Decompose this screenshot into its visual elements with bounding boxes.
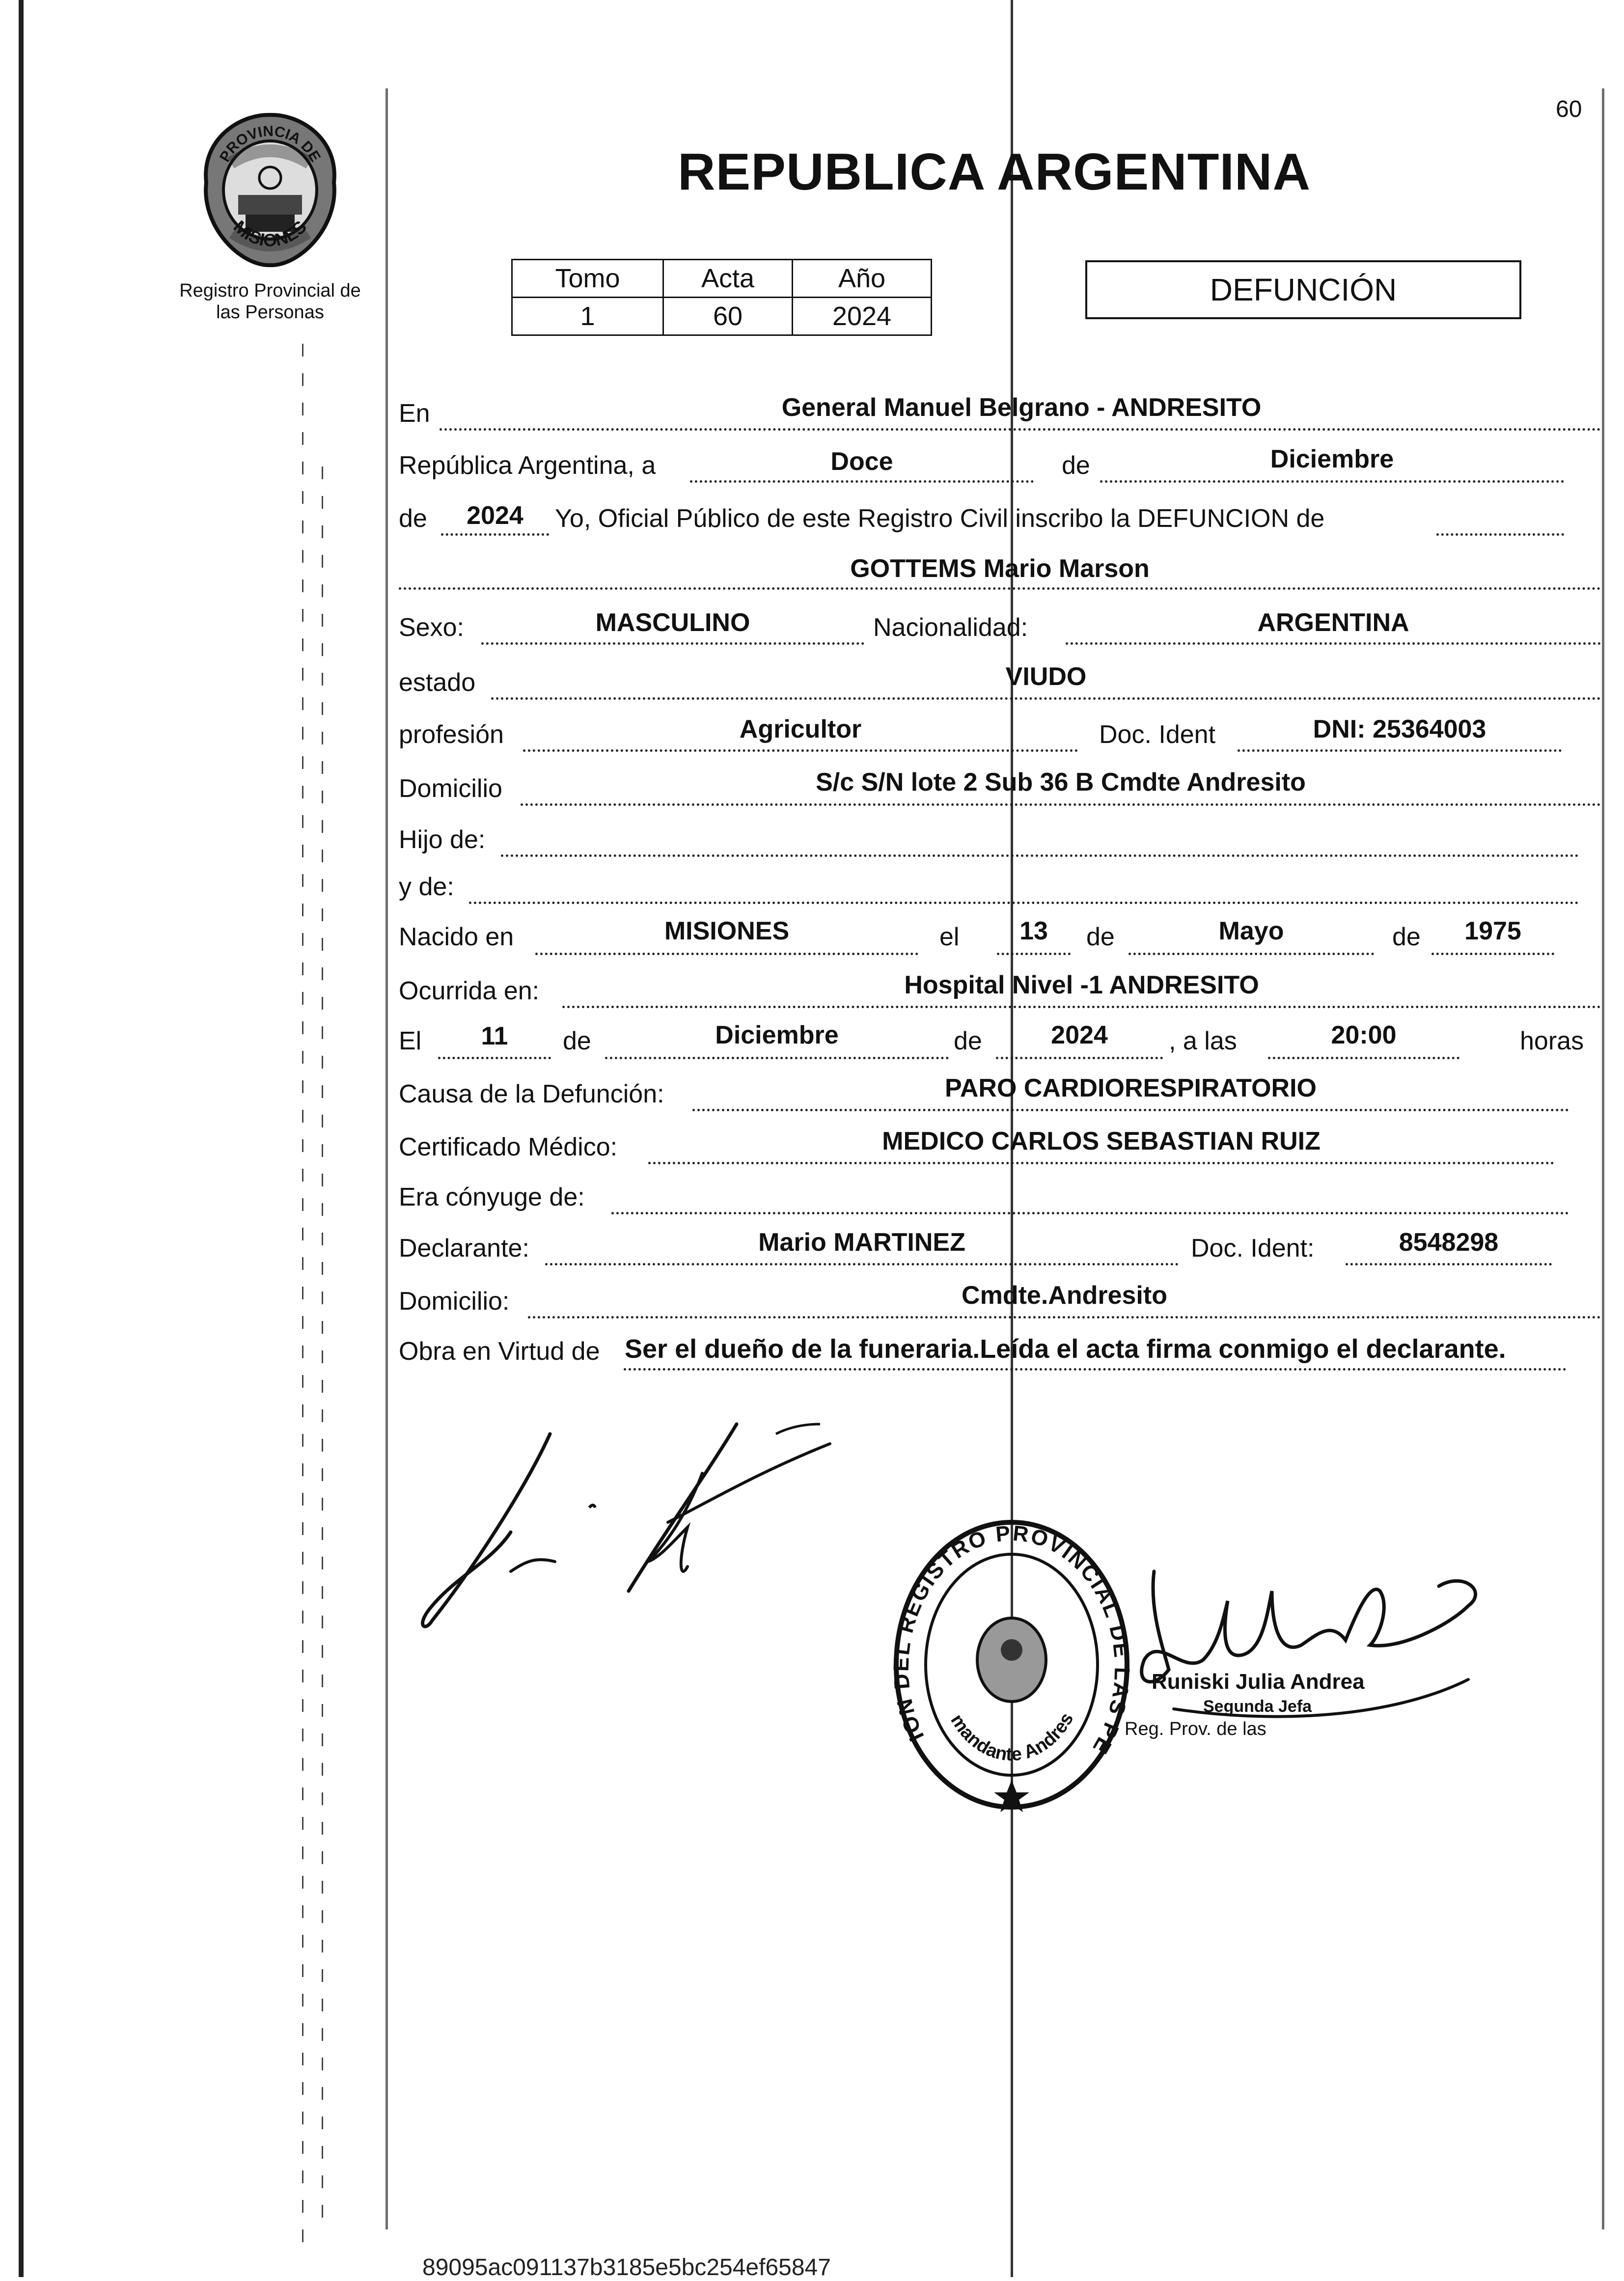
decl-domicilio-label: Domicilio: bbox=[399, 1287, 510, 1316]
sexo-value: MASCULINO bbox=[595, 608, 750, 637]
de-label: de bbox=[1062, 451, 1090, 480]
def-anio-line bbox=[996, 1057, 1163, 1059]
nac-mes-value: Mayo bbox=[1218, 917, 1284, 945]
estado-value: VIUDO bbox=[1005, 662, 1087, 691]
registry-value-anio: 2024 bbox=[793, 298, 932, 335]
en-value: General Manuel Belgrano - ANDRESITO bbox=[781, 393, 1262, 422]
stamp-outer-text: ION DEL REGISTRO PROVINCIAL DE LAS PE bbox=[889, 1521, 1134, 1759]
registry-header-acta: Acta bbox=[663, 260, 793, 298]
page-number: 60 bbox=[1556, 96, 1582, 122]
profesion-label: profesión bbox=[399, 720, 504, 749]
anio-value: 2024 bbox=[467, 501, 523, 530]
republica-label: República Argentina, a bbox=[399, 451, 656, 480]
document-hash: 89095ac091137b3185e5bc254ef65847 bbox=[422, 2254, 831, 2281]
ocurrida-value: Hospital Nivel -1 ANDRESITO bbox=[904, 971, 1259, 999]
binder-edge bbox=[19, 0, 24, 2277]
nac-anio-line bbox=[1431, 953, 1554, 955]
ocurrida-line bbox=[562, 1006, 1601, 1008]
nac-dia-value: 13 bbox=[1019, 917, 1048, 945]
conyuge-line bbox=[611, 1212, 1569, 1214]
provincial-seal bbox=[196, 109, 344, 274]
profesion-line bbox=[523, 749, 1078, 752]
def-dia-line bbox=[438, 1057, 551, 1059]
decl-doc-value: 8548298 bbox=[1399, 1228, 1499, 1257]
official-role: Segunda Jefa bbox=[1203, 1697, 1312, 1716]
mes-line bbox=[1100, 480, 1564, 483]
sexo-line bbox=[481, 642, 864, 645]
yde-line bbox=[469, 902, 1579, 904]
dia-value: Doce bbox=[830, 447, 893, 476]
def-mes-value: Diciembre bbox=[715, 1021, 839, 1049]
de-anio2-label: de bbox=[1392, 923, 1421, 951]
registry-table bbox=[511, 259, 932, 336]
obra-label: Obra en Virtud de bbox=[399, 1337, 600, 1366]
declarante-value: Mario MARTINEZ bbox=[758, 1228, 965, 1257]
domicilio-line bbox=[521, 803, 1601, 806]
yde-label: y de: bbox=[399, 873, 454, 901]
nacionalidad-label: Nacionalidad: bbox=[873, 613, 1028, 642]
def-dia-value: 11 bbox=[481, 1022, 508, 1050]
def-anio-value: 2024 bbox=[1051, 1021, 1108, 1049]
anio-line bbox=[441, 533, 549, 536]
registry-value-acta: 60 bbox=[663, 298, 793, 335]
punch-marks bbox=[322, 467, 323, 2234]
causa-line bbox=[692, 1109, 1569, 1111]
de-def2-label: de bbox=[954, 1027, 982, 1055]
declarant-signature bbox=[413, 1414, 854, 1672]
seal-caption-line1: Registro Provincial de bbox=[179, 280, 361, 301]
seal-top-text: PROVINCIA DE bbox=[217, 123, 324, 165]
el-label: el bbox=[939, 923, 960, 951]
def-mes-line bbox=[605, 1057, 949, 1059]
El-label: El bbox=[399, 1027, 422, 1055]
obra-line bbox=[624, 1368, 1567, 1371]
seal-caption bbox=[162, 280, 378, 323]
en-line bbox=[440, 428, 1601, 431]
declarante-line bbox=[545, 1263, 1179, 1265]
obra-value: Ser el dueño de la funeraria.Leída el acta firma conmigo el declarante. bbox=[625, 1334, 1506, 1364]
nacido-line bbox=[535, 953, 918, 955]
domicilio-label: Domicilio bbox=[399, 774, 502, 803]
horas-label: horas bbox=[1520, 1027, 1584, 1055]
causa-label: Causa de la Defunción: bbox=[399, 1080, 664, 1108]
doc-line bbox=[1238, 749, 1562, 752]
document-type: DEFUNCIÓN bbox=[1210, 272, 1397, 307]
en-label: En bbox=[399, 399, 430, 428]
de-mes-label: de bbox=[1086, 923, 1115, 951]
seal-caption-line2: las Personas bbox=[216, 302, 324, 323]
nac-anio-value: 1975 bbox=[1464, 917, 1521, 945]
conyuge-label: Era cónyuge de: bbox=[399, 1183, 585, 1211]
certificado-label: Certificado Médico: bbox=[399, 1133, 618, 1161]
estado-label: estado bbox=[399, 668, 476, 697]
def-hora-line bbox=[1268, 1057, 1459, 1059]
nombre-value: GOTTEMS Mario Marson bbox=[850, 554, 1150, 583]
causa-value: PARO CARDIORESPIRATORIO bbox=[945, 1074, 1317, 1102]
official-name: Runiski Julia Andrea bbox=[1152, 1670, 1365, 1694]
domicilio-value: S/c S/N lote 2 Sub 36 B Cmdte Andresito bbox=[816, 768, 1306, 797]
left-margin-line bbox=[385, 88, 388, 2229]
seal-bottom-text: MISIONES bbox=[229, 216, 311, 250]
profesion-value: Agricultor bbox=[739, 715, 862, 743]
de-anio-label: de bbox=[399, 504, 427, 533]
document-title: REPUBLICA ARGENTINA bbox=[678, 143, 1311, 201]
alas-label: , a las bbox=[1169, 1027, 1237, 1055]
declarante-label: Declarante: bbox=[399, 1234, 529, 1263]
certificado-value: MEDICO CARLOS SEBASTIAN RUIZ bbox=[882, 1127, 1321, 1155]
ocurrida-label: Ocurrida en: bbox=[399, 977, 540, 1005]
stamp-inner-text: mandante Andres bbox=[946, 1709, 1078, 1765]
nac-mes-line bbox=[1129, 953, 1374, 955]
official-stamp bbox=[884, 1512, 1139, 1819]
nacionalidad-value: ARGENTINA bbox=[1257, 608, 1409, 637]
hijo-line bbox=[501, 854, 1579, 857]
hijo-label: Hijo de: bbox=[399, 825, 486, 854]
doc-value: DNI: 25364003 bbox=[1313, 715, 1486, 743]
inscribo-line bbox=[1436, 533, 1564, 536]
document-type-box bbox=[1085, 260, 1521, 319]
registry-header-anio: Año bbox=[793, 260, 932, 298]
official-office: Reg. Prov. de las bbox=[1125, 1719, 1266, 1739]
registry-value-tomo: 1 bbox=[512, 298, 663, 335]
sexo-label: Sexo: bbox=[399, 613, 464, 642]
nacionalidad-line bbox=[1066, 642, 1601, 645]
nombre-line bbox=[399, 587, 1601, 590]
de-def-label: de bbox=[563, 1027, 591, 1055]
def-hora-value: 20:00 bbox=[1331, 1021, 1397, 1049]
estado-line bbox=[491, 697, 1601, 700]
registry-table-header-row bbox=[512, 260, 932, 298]
decl-doc-label: Doc. Ident: bbox=[1191, 1234, 1315, 1263]
nac-dia-line bbox=[997, 953, 1071, 955]
dia-line bbox=[690, 480, 1034, 483]
mes-value: Diciembre bbox=[1270, 445, 1394, 473]
punch-marks bbox=[302, 344, 303, 2249]
decl-domicilio-line bbox=[528, 1316, 1601, 1319]
decl-domicilio-value: Cmdte.Andresito bbox=[962, 1281, 1167, 1310]
registry-header-tomo: Tomo bbox=[512, 260, 663, 298]
nacido-value: MISIONES bbox=[664, 917, 790, 945]
doc-label: Doc. Ident bbox=[1099, 720, 1216, 749]
nacido-label: Nacido en bbox=[399, 923, 514, 951]
certificado-line bbox=[648, 1162, 1554, 1164]
inscribo-text: Yo, Oficial Público de este Registro Civil inscribo la DEFUNCION de bbox=[555, 504, 1325, 533]
registry-table-value-row bbox=[512, 298, 932, 335]
decl-doc-line bbox=[1346, 1263, 1552, 1265]
